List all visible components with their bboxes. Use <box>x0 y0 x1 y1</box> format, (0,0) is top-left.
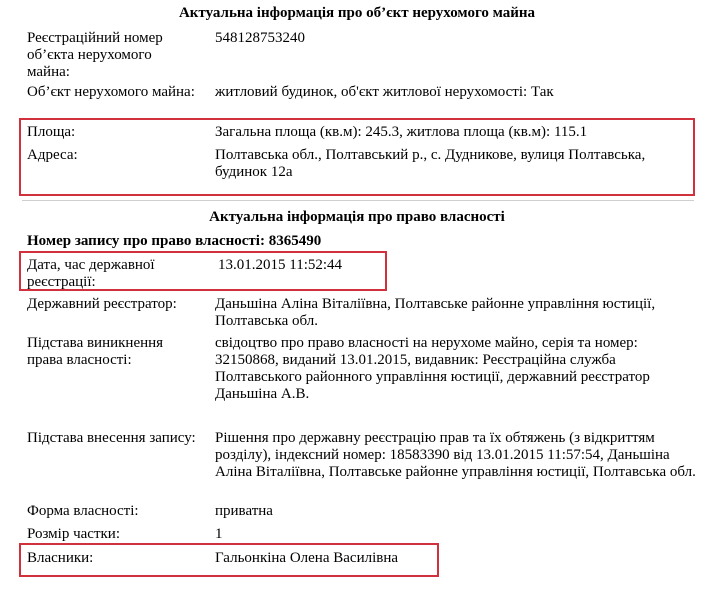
value-registrar: Даньшіна Аліна Віталіївна, Полтавське районне управління юстиції, Полтавська обл. <box>215 296 656 329</box>
highlight-owners <box>19 543 439 577</box>
section-title-ownership: Актуальна інформація про право власності <box>209 209 505 225</box>
label-record-basis: Підстава внесення запису: <box>27 430 196 446</box>
label-registration-date: Дата, час державної реєстрації: <box>27 257 155 290</box>
value-record-basis: Рішення про державну реєстрацію прав та їх обтяжень (з відкриттям розділу), індексний номер: 18583390 від 13.01.2015 11:57:54, Даньшіна Аліна Віталіївна, Полтавське районне управління юстиції, Полтавська обл. <box>215 430 696 480</box>
value-registration-number: 548128753240 <box>215 30 305 46</box>
label-area: Площа: <box>27 124 76 140</box>
label-registration-number: Реєстраційний номер об’єкта нерухомого майна: <box>27 30 163 80</box>
label-ownership-form: Форма власності: <box>27 503 139 519</box>
label-ownership-basis: Підстава виникнення права власності: <box>27 335 164 368</box>
value-registration-date: 13.01.2015 11:52:44 <box>218 257 343 273</box>
value-owners: Гальонкіна Олена Василівна <box>215 550 399 566</box>
highlight-area-address <box>19 118 695 196</box>
label-registrar: Державний реєстратор: <box>27 296 177 312</box>
ownership-record-number: Номер запису про право власності: 8365490 <box>27 233 322 249</box>
section-divider <box>22 200 694 201</box>
label-share-size: Розмір частки: <box>27 526 120 542</box>
value-property-object: житловий будинок, об'єкт житлової нерухомості: Так <box>215 84 554 100</box>
value-address: Полтавська обл., Полтавський р., с. Дудникове, вулиця Полтавська, будинок 12а <box>215 147 646 180</box>
label-address: Адреса: <box>27 147 78 163</box>
section-title-property: Актуальна інформація про об’єкт нерухомого майна <box>178 5 536 21</box>
value-ownership-form: приватна <box>215 503 273 519</box>
highlight-registration-date <box>19 251 387 291</box>
label-owners: Власники: <box>27 550 94 566</box>
value-area: Загальна площа (кв.м): 245.3, житлова площа (кв.м): 115.1 <box>215 124 588 140</box>
value-ownership-basis: свідоцтво про право власності на нерухоме майно, серія та номер: 32150868, виданий 13.01.2015, видавник: Реєстраційна служба Полтавського районного управління юстиції, державний реєстратор Даньшіна А.В. <box>215 335 650 402</box>
label-property-object: Об’єкт нерухомого майна: <box>27 84 195 100</box>
value-share-size: 1 <box>215 526 223 542</box>
